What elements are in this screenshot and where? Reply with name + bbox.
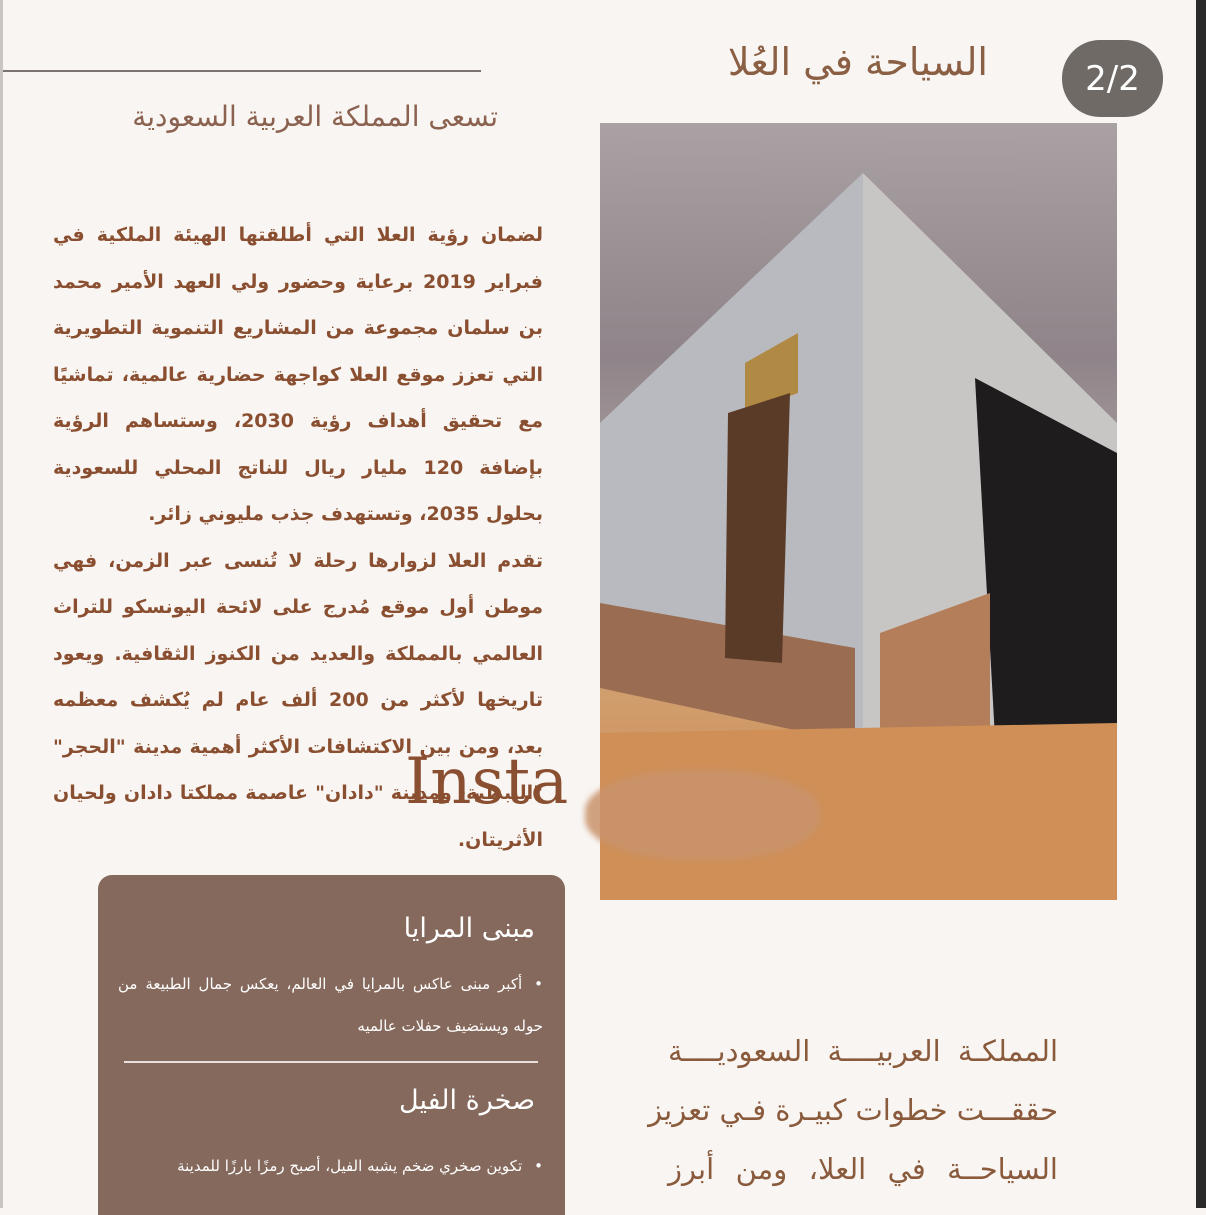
subtitle: تسعى المملكة العربية السعودية xyxy=(132,100,498,133)
screen-edge xyxy=(1196,0,1206,1208)
paragraph-2: تقدم العلا لزوارها رحلة لا تُنسى عبر الزمن، فهي موطن أول موقع مُدرج على لائحة اليونسكو للتراث العالمي بالمملكة والعديد من الكنوز الثقافية. ويعود تاريخها لأكثر من 200 ألف عام لم يُكشف معظمه بعد، ومن بين الاكتشافات الأكثر أهمية مدينة "الحجر" "النبطية، ومدينة "دادان" عاصمة مملكتا دادان ولحيان الأثريتان. xyxy=(53,549,543,851)
features-panel xyxy=(98,875,565,1215)
features-divider xyxy=(124,1061,538,1063)
feature-title-mirrors: مبنى المرايا xyxy=(403,913,535,944)
closing-text xyxy=(648,1022,1058,1199)
feature-bullet-mirrors: • أكبر مبنى عاكس بالمرايا في العالم، يعكس جمال الطبيعة من حوله ويستضيف حفلات عالميه xyxy=(118,963,543,1047)
feature-bullet-elephant-rock: • تكوين صخري ضخم يشبه الفيل، أصبح رمزًا بارزًا للمدينة xyxy=(118,1145,543,1187)
page-title: السياحة في العُلا xyxy=(727,40,988,84)
header-divider xyxy=(3,70,481,72)
paragraph-1: لضمان رؤية العلا التي أطلقتها الهيئة الملكية في فبراير 2019 برعاية وحضور ولي العهد الأمير محمد بن سلمان مجموعة من المشاريع التنموية التطويرية التي تعزز موقع العلا كواجهة حضارية عالمية، تماشيًا مع تحقيق أهداف رؤية 2030، وستساهم الرؤية بإضافة 120 مليار ريال للناتج المحلي للسعودية بحلول 2035، وتستهدف جذب مليوني زائر. xyxy=(53,224,544,525)
closing-line: المملكـة العربيــــة السعوديــــة xyxy=(668,1034,1058,1068)
page-edge xyxy=(0,0,3,1208)
smudge xyxy=(585,770,820,860)
closing-line: السياحــة في العلا، ومن أبرز xyxy=(668,1152,1058,1186)
page-indicator[interactable]: 2/2 xyxy=(1062,40,1163,117)
feature-title-elephant-rock: صخرة الفيل xyxy=(399,1085,535,1116)
watermark: Insta xyxy=(405,745,569,819)
closing-line: حققـــت خطوات كبيـرة فـي تعزيز xyxy=(648,1093,1058,1127)
